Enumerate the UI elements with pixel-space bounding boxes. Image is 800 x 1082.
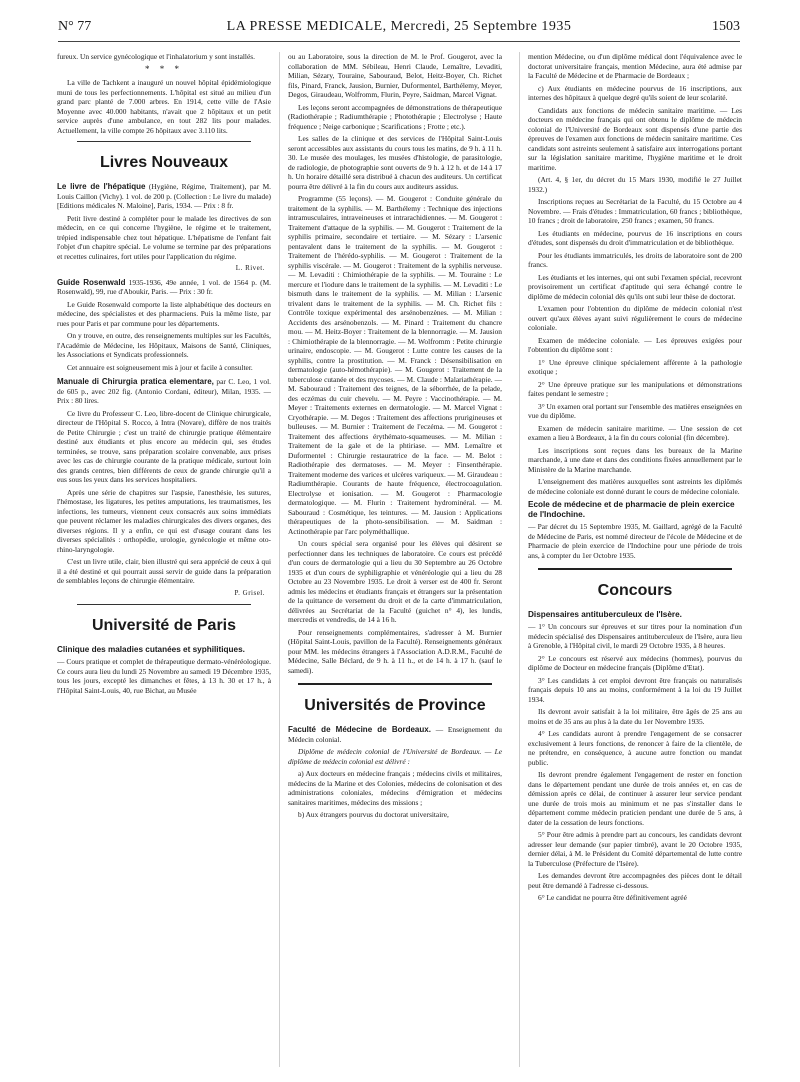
- paragraph: Pour renseignements complémentaires, s'adresser à M. Burnier (Hôpital Saint-Louis, pavillon de la Faculté). Renseignements généraux pour MM. les médecins étrangers à l'Association A.D.R.M., Faculté de Médecine, Salle Béclard, de 9 h. à 11 h., et de 14 h. à 17 h. (sauf le samedi).: [288, 627, 502, 675]
- divider: [538, 568, 732, 570]
- subsection-title: Dispensaires antituberculeux de l'Isère.: [528, 610, 682, 619]
- paragraph: c) Aux étudiants en médecine pourvus de 16 inscriptions, aux internes des hôpitaux à quelque degré qu'ils soient de leur scolarité.: [528, 83, 742, 102]
- book-entry: [57, 182, 271, 211]
- paragraph: — Cours pratique et complet de thérapeutique dermato-vénéréologique. Ce cours aura lieu du lundi 25 Novembre au samedi 19 Décembre 1935, tous les jours, excepté les dimanches et fêtes, à 13 h. 30 et 17 h., à l'Hôpital Saint-Louis, 40, rue Bichat, au Musée: [57, 657, 271, 695]
- signature: L. Rivet.: [235, 264, 265, 272]
- column-divider: [279, 52, 280, 1067]
- book-reference: par C. Leo, 1 vol. de 605 p., avec 202 fig. (Antonio Cordani, éditeur), Milan, 1935. — Prix : 80 lires.: [57, 377, 271, 405]
- separator-stars: * * *: [145, 63, 183, 74]
- paragraph: 2° Le concours est réservé aux médecins (hommes), pourvus du diplôme de Docteur en médecine français (Diplôme d'Etat).: [528, 653, 742, 672]
- column-divider: [519, 52, 520, 1067]
- paragraph: Les salles de la clinique et des services de l'Hôpital Saint-Louis seront accessibles aux assistants du cours tous les matins, de 9 h. à 11 h. 30. Le musée des moulages, les musées d'histologie, de parasitologie, de radiologie, de photographie sont ouverts de 9 h. à 12 h. et de 14 à 17 h. Un horaire détaillé sera distribué à chacun des auditeurs. Un certificat pourra être délivré à la fin du cours aux auditeurs assidus.: [288, 134, 502, 191]
- paragraph: (Art. 4, § 1er, du décret du 15 Mars 1930, modifié le 27 Juillet 1932.): [528, 175, 742, 194]
- paragraph: 5° Pour être admis à prendre part au concours, les candidats devront adresser leur demande (sur papier timbré), avant le 20 Octobre 1935, dernier délai, à M. le Président du Comité départemental de lutte contre la Tuberculose (Préfecture de l'Isère).: [528, 830, 742, 868]
- divider: [77, 141, 251, 142]
- issue-number: N° 77: [58, 19, 92, 34]
- section-title-concours: Concours: [597, 582, 673, 599]
- paragraph: Programme (55 leçons). — M. Gougerot : Conduite générale du traitement de la syphilis. — M. Barthélemy : Technique des injections intramusculaires, intraveineuses et intrarachidiennes. — M. Gougerot : Traitement d'attaque de la syphilis. — M. Gougerot : Traitement de la syphilis primaire, secondaire et tertiaire. — M. Sézary : L'arsenic pentavalent dans le traitement de la syphilis. — M. Gougerot : Traitement de l'hérédo-syphilis. — M. Gougerot : Traitement de la syphilis viscérale. — M. Gougerot : Traitement de la syphilis nerveuse. — M. Levaditi : Chimiothérapie de la syphilis. — M. Touraine : Le mercure et l'iodure dans le traitement de la syphilis. — M. Levaditi : Le bismuth dans le traitement de la syphilis. — M. Milian : L'arsenic trivalent dans le traitement de la syphilis. — M. Ch. Richet fils : Contrôle toxique expérimental des arsénobenzènes. — M. Milian : Accidents des arsénobenzols. — M. Pinard : Traitement du chancre mou. — M. Heitz-Boyer : Traitement de la blennorragie. — M. Jausion : Chimiothérapie de la blennorragie. — M. Wolfromm : Petite chirurgie urinaire, endoscopie. — M. Gougerot : Lutte contre les causes de la syphilis, contre la prostitution. — M. Franck : Désensibilisation en dermatologie (auto-hémothérapie). — M. Gougerot : Traitement de la tuberculose cutanée et des mycoses. — M. Claude : Malariathérapie. — M. Sabouraud : Traitement des teignes, de la séborrhée, de la pelade, des eczémas du cuir chevelu. — M. Peyre : Vaccinothérapie. — M. Meyer : Traitements externes en dermatologie. — M. Marcel Vignat : Cryothérapie. — M. Degos : Traitement des affections prurigineuses et bulleuses. — M. Burnier : Traitement de l'eczéma. — M. Gougerot : Traitement des affections érythémato-squameuses. — M. Milian : Traitement de la gale et de la phtiriase. — MM. Lemaître et Duformentel : Chirurgie restauratrice de la face. — M. Belot : Radiothérapie des dermatoses. — M. Meyer : Finsenthérapie. Traitement moderne des varices et ulcères variqueux. — M. Giraudeau : Radiumthérapie. Courants de haute fréquence, électrocoagulation. Electrolyse et ionisation. — M. Gougerot : Pharmacologie dermatologique. — M. Flurin : Traitement hydrominéral. — M. Sabouraud : Cosmétique, les teintures. — M. Jausion : Applications thérapeutiques de la photo-sensibilisation. — M. Saidman : Actinothérapie par l'arc polyméthallique.: [288, 194, 502, 536]
- journal-title: LA PRESSE MEDICALE, Mercredi, 25 Septembre 1935: [226, 19, 572, 34]
- book-reference: (Hygiène, Régime, Traitement), par M. Louis Caillon (Vichy). 1 vol. de 200 p. (Collection : Le livre du malade) [Editions médicales N. Maloine], Paris, 1934. — Prix : 8 fr.: [57, 182, 271, 210]
- subsection-title: Clinique des maladies cutanées et syphilitiques.: [57, 645, 245, 654]
- paragraph: 3° Les candidats à cet emploi devront être français ou naturalisés français depuis 10 ans au moins, conformément à la loi du 19 Juillet 1934.: [528, 675, 742, 704]
- paragraph: ou au Laboratoire, sous la direction de M. le Prof. Gougerot, avec la collaboration de MM. Sébileau, Henri Claude, Lemaître, Levaditi, Milian, Sézary, Touraine, Sabouraud, Belot, Heitz-Boyer, Ch. Richet fils, Pinard, Franck, Jausion, Burnier, Duformentel, Barthélemy, Meyer, Degos, Giraudeau, Wolfromm, Flurin, Peyre, Saidman, Marcel Vignat.: [288, 52, 502, 99]
- paragraph: — Par décret du 15 Septembre 1935, M. Gaillard, agrégé de la Faculté de Médecine de Paris, est nommé directeur de l'école de Médecine et de Pharmacie de plein exercice de l'Indochine pour une période de trois ans, à compter du 1er Octobre 1935.: [528, 522, 742, 560]
- paragraph: Un cours spécial sera organisé pour les élèves qui désirent se perfectionner dans les techniques de laboratoire. Ce cours est précédé d'un cours de dermatologie qui a lieu du 30 Septembre au 26 Octobre 1935 et d'un cours de syphiligraphie et vénéréologie qui a lieu du 28 Octobre au 23 Novembre 1935. Le droit à verser est de 400 fr. Seront admis les médecins et étudiants français et étrangers sur la présentation de la quittance de versement du droit et de la carte d'immatriculation, délivrées au Secrétariat de la Faculté (guichet n° 4), les lundis, mercredis et vendredis, de 14 à 16 h.: [288, 539, 502, 624]
- section-title-universite-de-paris: Université de Paris: [91, 617, 237, 634]
- column-right: [528, 52, 742, 1067]
- paragraph: mention Médecine, ou d'un diplôme médical dont l'équivalence avec le doctorat universitaire français, mention Médecine, aura été admise par la Faculté de Médecine et de Pharmacie de Bordeaux ;: [528, 52, 742, 80]
- subsection-subtitle: — Enseignement du Médecin colonial.: [288, 725, 502, 744]
- paragraph: Ils devront avoir satisfait à la loi militaire, être âgés de 25 ans au moins et de 35 ans au plus à la date du 1er Novembre 1935.: [528, 707, 742, 726]
- paragraph: Inscriptions reçues au Secrétariat de la Faculté, du 15 Octobre au 4 Novembre. — Frais d'études : Immatriculation, 60 francs ; bibliothèque, 10 francs ; droit de laboratoire, 250 francs ; examen, 50 francs.: [528, 197, 742, 225]
- book-title: Manuale di Chirurgia pratica elementare,: [57, 377, 214, 386]
- paragraph: fureux. Un service gynécologique et l'inhalatorium y sont installés.: [57, 52, 255, 61]
- divider: [298, 683, 492, 685]
- paragraph: Ils devront prendre également l'engagement de rester en fonction dans le département pendant une durée de trois années et, en cas de démission après ce délai, de continuer à assurer leur service pendant une durée de trois mois au minimum et ne pas s'installer dans le département comme médecin praticien pendant une durée de 5 ans, à dater de la cessation de leurs fonctions.: [528, 770, 742, 827]
- section-title-universites-de-province: Universités de Province: [304, 697, 486, 714]
- book-review: On y trouve, en outre, des renseignements multiples sur les Facultés, l'Académie de Médecine, les Hôpitaux, Maisons de Santé, Cliniques, les Associations et Syndicats professionnels.: [57, 331, 271, 359]
- paragraph: Les inscriptions sont reçues dans les bureaux de la Marine marchande, à une date et dans des conditions fixées annuellement par le Ministère de la Marine marchande.: [528, 445, 742, 474]
- subsection-entry: [288, 725, 502, 744]
- page-header: [58, 19, 740, 42]
- book-title: Guide Rosenwald: [57, 277, 126, 287]
- book-entry: [57, 377, 271, 406]
- paragraph: 2° Une épreuve pratique sur les manipulations et démonstrations faites pendant le semestre ;: [528, 379, 742, 398]
- paragraph: Les étudiants en médecine, pourvus de 16 inscriptions en cours d'études, sont dispensés du droit d'immatriculation et de bibliothèque.: [528, 228, 742, 247]
- section-title-livres-nouveaux: Livres Nouveaux: [99, 154, 229, 171]
- paragraph: Les étudiants et les internes, qui ont subi l'examen spécial, recevront provisoirement un certificat d'aptitude qui sera échangé contre le diplôme de médecin colonial dès qu'ils ont subi leur thèse de doctorat.: [528, 272, 742, 301]
- page-number: 1503: [712, 19, 740, 34]
- signature: P. Grisel.: [234, 588, 265, 597]
- paragraph: L'examen pour l'obtention du diplôme de médecin colonial n'est ouvert qu'aux élèves ayant suivi régulièrement le cours de médecine coloniale.: [528, 304, 742, 332]
- paragraph: La ville de Tachkent a inauguré un nouvel hôpital épidémiologique muni de tous les perfectionnements. L'hôpital est situé au milieu d'un grand parc planté de 7.000 arbres. En 1914, cette ville de l'Asie Moyenne avec 40.000 habitants, n'avait que 2 hôpitaux et un petit service auprès d'une ambulance, en tout 282 lits pour malades. Actuellement, la ville compte 26 hôpitaux avec 3.110 lits.: [57, 78, 271, 135]
- paragraph: a) Aux docteurs en médecine français ; médecins civils et militaires, médecins de la Marine et des Colonies, médecins de colonisation et des administrations coloniales, médecins d'émigration et médecins sanitaires maritimes, médecins des missions ;: [288, 769, 502, 807]
- book-review: C'est un livre utile, clair, bien illustré qui sera apprécié de ceux à qui il a été destiné et qui pourrait aussi servir de guide dans la préparation de semblables leçons de chirurgie élémentaire.: [57, 557, 271, 585]
- book-review: Le Guide Rosenwald comporte la liste alphabétique des docteurs en médecine, des spécialistes et des pharmaciens. Puis la même liste, par rues pour Paris et par commune pour les départements.: [57, 299, 271, 328]
- paragraph: 4° Les candidats auront à prendre l'engagement de se consacrer exclusivement à leurs fonctions, de renoncer à faire de la clientèle, de ne prétendre, en conséquence, à aucune autre fonction ou mandat public.: [528, 729, 742, 767]
- paragraph: — 1° Un concours sur épreuves et sur titres pour la nomination d'un médecin spécialisé des Dispensaires antituberculeux de l'Isère, aura lieu à Grenoble, à l'Hôpital civil, le mardi 29 Octobre 1935, à 8 heures.: [528, 622, 742, 650]
- paragraph: Les demandes devront être accompagnées des pièces dont le détail peut être demandé à l'adresse ci-dessous.: [528, 871, 742, 890]
- paragraph: Diplôme de médecin colonial de l'Université de Bordeaux. — Le diplôme de médecin colonial est délivré :: [288, 747, 502, 766]
- book-review: Petit livre destiné à compléter pour le malade les directives de son médecin, en ce qui concerne l'hygiène, le régime et le traitement, trépied indispensable chez tout hépatique. L'hépatisme de l'enfant fait l'objet d'un chapitre spécial. Le volume se termine par des préparations et recettes culinaires, fort utiles pour l'application du régime.: [57, 213, 271, 261]
- paragraph: 6° Le candidat ne pourra être définitivement agréé: [538, 893, 687, 902]
- paragraph: Examen de médecin sanitaire maritime. — Une session de cet examen a lieu à Bordeaux, à la fin du cours colonial (fin décembre).: [528, 423, 742, 442]
- paragraph: Pour les étudiants immatriculés, les droits de laboratoire sont de 200 francs.: [528, 250, 742, 269]
- book-title: Le livre de l'hépatique: [57, 182, 146, 191]
- book-review: Après une série de chapitres sur l'aspsie, l'anesthésie, les sutures, l'hémostase, les ligatures, les petites amputations, les traumatismes, les infections, les tumeurs, viennent ceux consacrés aux soins immédiats que peuvent réclamer les maladies chirurgicales des divers organes, des diverses régions. Il y a enfin, ce qui est d'usage courant dans les diverses spécialités : orthopédie, urologie, gynécologie et même oto-rhino-laryngologie.: [57, 487, 271, 554]
- divider: [77, 604, 251, 605]
- book-reference: 1935-1936, 49e année, 1 vol. de 1564 p. (M. Rosenwald), 99, rue d'Aboukir, Paris. — Prix : 30 fr.: [57, 277, 271, 296]
- paragraph: Candidats aux fonctions de médecin sanitaire maritime. — Les docteurs en médecine français qui ont obtenu le diplôme de médecin colonial de l'Université de Bordeaux sont dispensés d'une partie des épreuves de l'examen aux fonctions de médecin sanitaire maritime. Ces candidats sont astreints seulement à satisfaire aux interrogations portant sur la législation sanitaire maritime, l'hygiène maritime et le droit maritime.: [528, 105, 742, 172]
- column-left: [57, 52, 271, 1067]
- book-review: Ce livre du Professeur C. Leo, libre-docent de Clinique chirurgicale, directeur de l'Hôpital S. Rocco, à Intra (Novare), diffère de nos traités de Petite Chirurgie ; c'est un traité de chirurgie pratique élémentaire destiné aux étudiants et plus encore au médecin qui, ses études terminées, se trouve, sans préparation scolaire convenable, aux prises avec les cas de chirurgie courante de la pratique médicale, surtout loin des grands centres, bien différents de ceux de grande chirurgie qu'il a eus sous les yeux dans les services hospitaliers.: [57, 408, 271, 484]
- subsection-title: Faculté de Médecine de Bordeaux.: [288, 725, 431, 734]
- paragraph: Les leçons seront accompagnées de démonstrations de thérapeutique (Radiothérapie ; Radiumthérapie ; Photothérapie ; Electrolyse ; Haute fréquence ; Neige carbonique ; Scarifications ; Frotte ; etc.).: [288, 102, 502, 131]
- book-review: Cet annuaire est soigneusement mis à jour et facile à consulter.: [67, 362, 253, 372]
- paragraph: Examen de médecine coloniale. — Les épreuves exigées pour l'obtention du diplôme sont :: [528, 335, 742, 354]
- book-entry: [57, 278, 271, 297]
- subsection-title: Ecole de médecine et de pharmacie de plein exercice de l'Indochine.: [528, 500, 735, 519]
- paragraph: 1° Une épreuve clinique spécialement afférente à la pathologie exotique ;: [528, 357, 742, 376]
- column-middle: [288, 52, 502, 1067]
- paragraph: b) Aux étrangers pourvus du doctorat universitaire,: [298, 810, 449, 819]
- paragraph: L'enseignement des matières auxquelles sont astreints les diplômés de médecine coloniale est donné durant le cours de médecine coloniale.: [528, 477, 742, 496]
- paragraph: 3° Un examen oral portant sur l'ensemble des matières enseignées en vue du diplôme.: [528, 401, 742, 420]
